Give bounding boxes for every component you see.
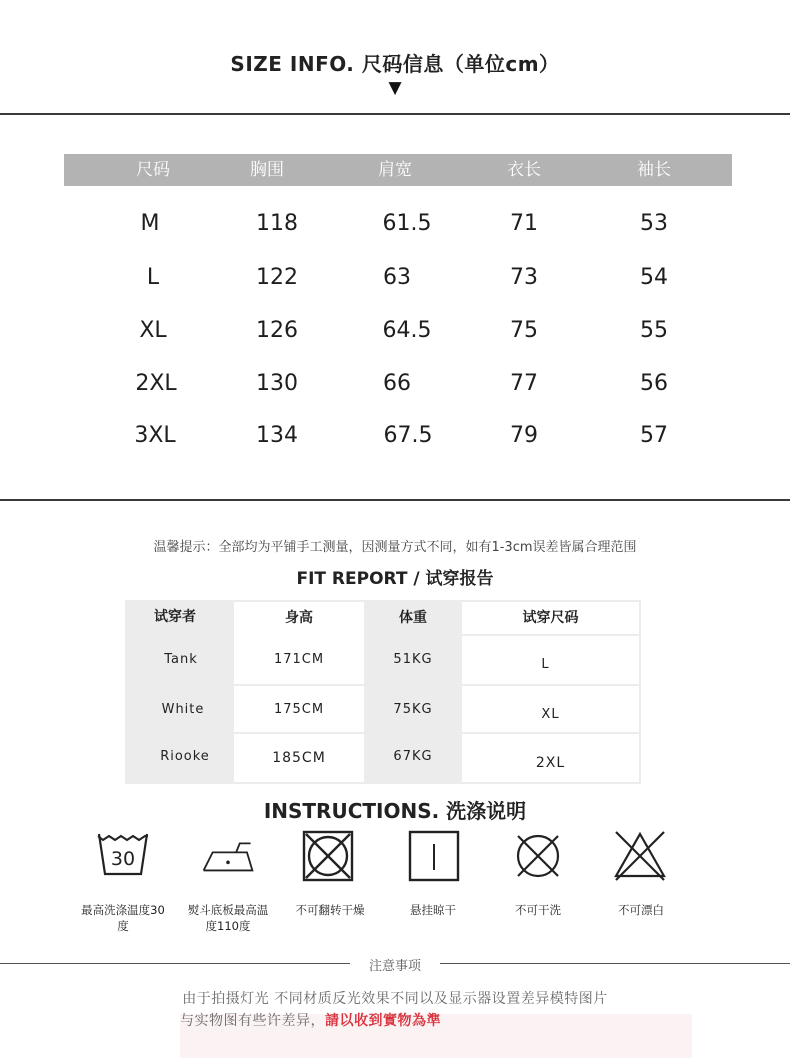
size-cell: 71 [510,211,538,236]
fit-header-height: 身高 [285,610,313,626]
size-cell: 57 [640,423,668,448]
fit-cell: 67KG [393,749,433,764]
fit-row-divider [234,684,364,686]
fit-header-tester: 试穿者 [154,609,196,625]
fit-cell: L [541,657,550,672]
size-cell: 126 [256,318,298,343]
size-cell: 66 [383,371,411,396]
mid-divider [0,499,790,501]
footer-line2-text: 与实物图有些许差异， [180,1013,325,1029]
fit-cell: Riooke [160,749,210,764]
size-info-title: SIZE INFO. 尺码信息（单位cm） [230,52,560,76]
fit-cell: XL [541,707,560,722]
size-header-length: 衣长 [507,160,541,180]
down-arrow-icon: ▼ [388,78,402,98]
no-dry-clean-icon [510,828,566,884]
fit-cell: 75KG [393,702,433,717]
instructions-title: INSTRUCTIONS. 洗涤说明 [263,799,527,823]
size-cell: XL [139,318,167,343]
size-cell: 77 [510,371,538,396]
footer-highlight-text: 請以收到實物為準 [325,1013,441,1029]
size-cell: 79 [510,423,538,448]
size-cell: 118 [256,211,298,236]
size-cell: 61.5 [382,211,432,236]
hang-dry-icon [406,828,462,884]
iron-low-icon [200,828,256,884]
size-header-size: 尺码 [136,160,170,180]
fit-cell: 175CM [273,702,325,717]
care-label-hang: 悬挂晾干 [410,903,456,917]
size-cell: 54 [640,265,668,290]
footer-divider-left [0,963,350,964]
wash-30-icon [95,828,151,884]
size-header-shoulder: 肩宽 [378,160,412,180]
care-label-iron: 熨斗底板最高温度110度 [187,903,269,933]
footer-disclaimer-line2 [180,1010,441,1030]
fit-header-weight: 体重 [399,610,427,626]
size-cell: 64.5 [382,318,432,343]
fit-cell: Tank [164,652,198,667]
size-header-sleeve: 袖长 [637,160,671,180]
fit-report-title: FIT REPORT / 试穿报告 [296,569,494,589]
care-label-bleach: 不可漂白 [618,903,664,917]
size-cell: 63 [383,265,411,290]
size-cell: 55 [640,318,668,343]
size-cell: 130 [256,371,298,396]
fit-cell: 185CM [272,750,326,766]
care-label-tumble: 不可翻转干燥 [295,903,365,917]
footer-divider-right [440,963,790,964]
fit-cell: White [161,702,205,717]
notes-label: 注意事项 [368,959,421,974]
measurement-notice: 温馨提示：全部均为平铺手工测量，因测量方式不同，如有1-3cm误差皆属合理范围 [153,540,637,555]
size-cell: 3XL [134,423,176,448]
size-cell: L [146,265,160,290]
size-cell: 53 [640,211,668,236]
care-label-dryclean: 不可干洗 [515,903,561,917]
fit-cell: 2XL [535,755,566,771]
fit-row-divider [234,732,364,734]
size-cell: 134 [256,423,298,448]
size-cell: 2XL [135,371,177,396]
size-cell: 73 [510,265,538,290]
fit-header-size: 试穿尺码 [522,610,579,626]
footer-disclaimer-line1: 由于拍摄灯光 不同材质反光效果不同以及显示器设置差异模特图片 [182,991,608,1007]
no-tumble-dry-icon [300,828,356,884]
fit-cell: 171CM [273,652,325,667]
size-cell: 67.5 [383,423,433,448]
size-cell: 56 [640,371,668,396]
size-cell: 122 [256,265,298,290]
care-label-wash: 最高洗涤温度30度 [81,903,165,933]
size-header-chest: 胸围 [250,160,284,180]
size-cell: 75 [510,318,538,343]
size-cell: M [140,211,160,236]
no-bleach-icon [612,828,668,884]
wash-temp-label: 30 [110,848,136,870]
top-divider [0,113,790,115]
fit-cell: 51KG [393,652,433,667]
fit-report-table [125,600,641,784]
